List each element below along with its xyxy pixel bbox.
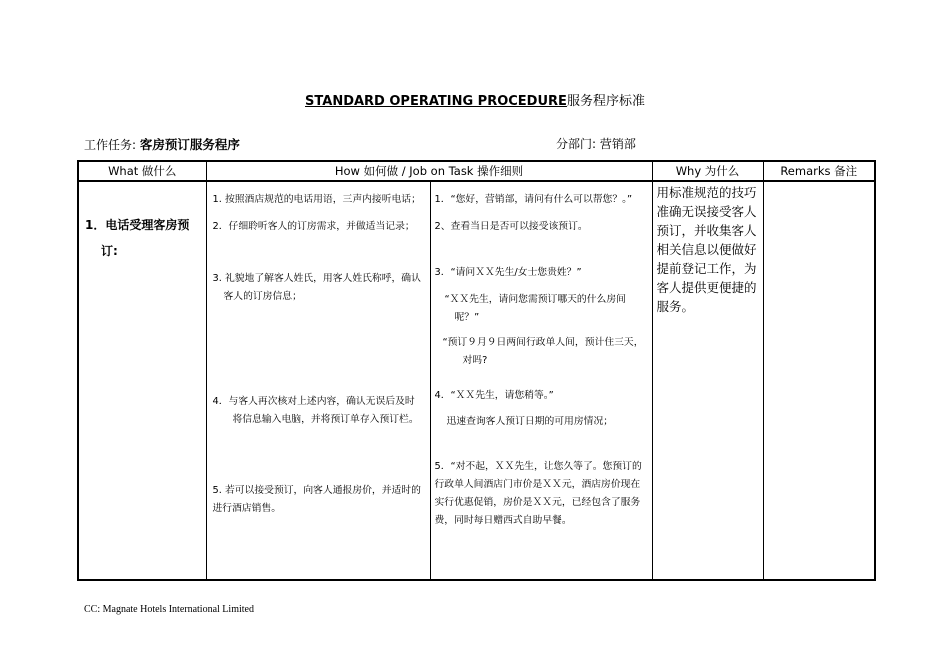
page-title (0, 90, 950, 109)
how-step-5-line-1: 5. 若可以接受预订，向客人通报房价，并适时的 (212, 485, 421, 496)
how-script-5-line-3: 实行优惠促销，房价是ＸＸ元，已经包含了服务 (434, 497, 641, 508)
why-line: 服务。 (656, 299, 695, 314)
how-script-5-line-1: 5．“对不起，ＸＸ先生，让您久等了。您预订的 (434, 461, 642, 472)
why-line: 提前登记工作，为 (656, 261, 757, 276)
table-header-row (78, 161, 875, 181)
why-line: 预订，并收集客人 (656, 223, 757, 238)
how-step-4-line-1: 4．与客人再次核对上述内容，确认无误后及时 (212, 396, 415, 407)
why-line: 相关信息以便做好 (656, 242, 757, 257)
why-cell (652, 181, 763, 580)
why-line: 客人提供更便捷的 (656, 280, 757, 295)
header-what: What 做什么 (78, 161, 206, 181)
footer-copyright: CC: Magnate Hotels International Limited (84, 604, 254, 615)
how-step-4-line-2: 将信息输入电脑，并将预订单存入预订栏。 (232, 414, 419, 425)
how-step-3-line-1: 3. 礼貌地了解客人姓氏，用客人姓氏称呼，确认 (212, 273, 421, 284)
how-step-1: 1. 按照酒店规范的电话用语，三声内接听电话； (212, 194, 421, 205)
header-how: How 如何做 / Job on Task 操作细则 (206, 161, 652, 181)
how-step-2: 2．仔细聆听客人的订房需求，并做适当记录； (212, 221, 415, 232)
what-cell (78, 181, 206, 580)
how-scripts-cell (430, 181, 652, 580)
department-label: 分部门: (556, 137, 597, 151)
what-line-2: 订: (101, 244, 118, 258)
remarks-cell (763, 181, 875, 580)
how-script-5-line-2: 行政单人间酒店门市价是ＸＸ元，酒店房价现在 (434, 479, 641, 490)
how-script-3: 3．“请问ＸＸ先生/女士您贵姓？” (434, 267, 582, 278)
how-script-3b-line-2: 呢？” (454, 312, 480, 323)
how-script-3c-line-2: 对吗? (462, 355, 488, 366)
how-steps-cell (206, 181, 430, 580)
table-row (78, 181, 875, 580)
how-step-3-line-2: 客人的订房信息； (223, 291, 302, 302)
task-label: 工作任务: (84, 138, 137, 152)
what-line-1: 1．电话受理客房预 (85, 218, 190, 232)
header-why: Why 为什么 (652, 161, 763, 181)
how-step-5-line-2: 进行酒店销售。 (212, 503, 282, 514)
how-script-1: 1．“您好，营销部，请问有什么可以帮您？。” (434, 194, 633, 205)
header-remarks: Remarks 备注 (763, 161, 875, 181)
how-script-3b-line-1: “ＸＸ先生，请问您需预订哪天的什么房间 (444, 294, 626, 305)
title-chinese: 服务程序标准 (566, 94, 645, 109)
department-value: 营销部 (599, 137, 636, 151)
how-script-4: 4．“ＸＸ先生，请您稍等。” (434, 390, 554, 401)
how-script-4b: 迅速查询客人预订日期的可用房情况； (446, 416, 614, 427)
why-line: 准确无误接受客人 (656, 204, 757, 219)
task-info (84, 135, 240, 153)
how-script-2: 2、查看当日是否可以接受该预订。 (434, 221, 588, 232)
how-script-5-line-4: 费，同时每日赠西式自助早餐。 (434, 515, 572, 526)
department-info (556, 135, 636, 152)
sop-table (77, 160, 876, 581)
how-script-3c-line-1: “预订９月９日两间行政单人间，预计住三天， (442, 337, 644, 348)
task-value: 客房预订服务程序 (139, 137, 240, 152)
title-english: STANDARD OPERATING PROCEDURE (305, 94, 567, 109)
why-line: 用标准规范的技巧 (656, 185, 757, 200)
